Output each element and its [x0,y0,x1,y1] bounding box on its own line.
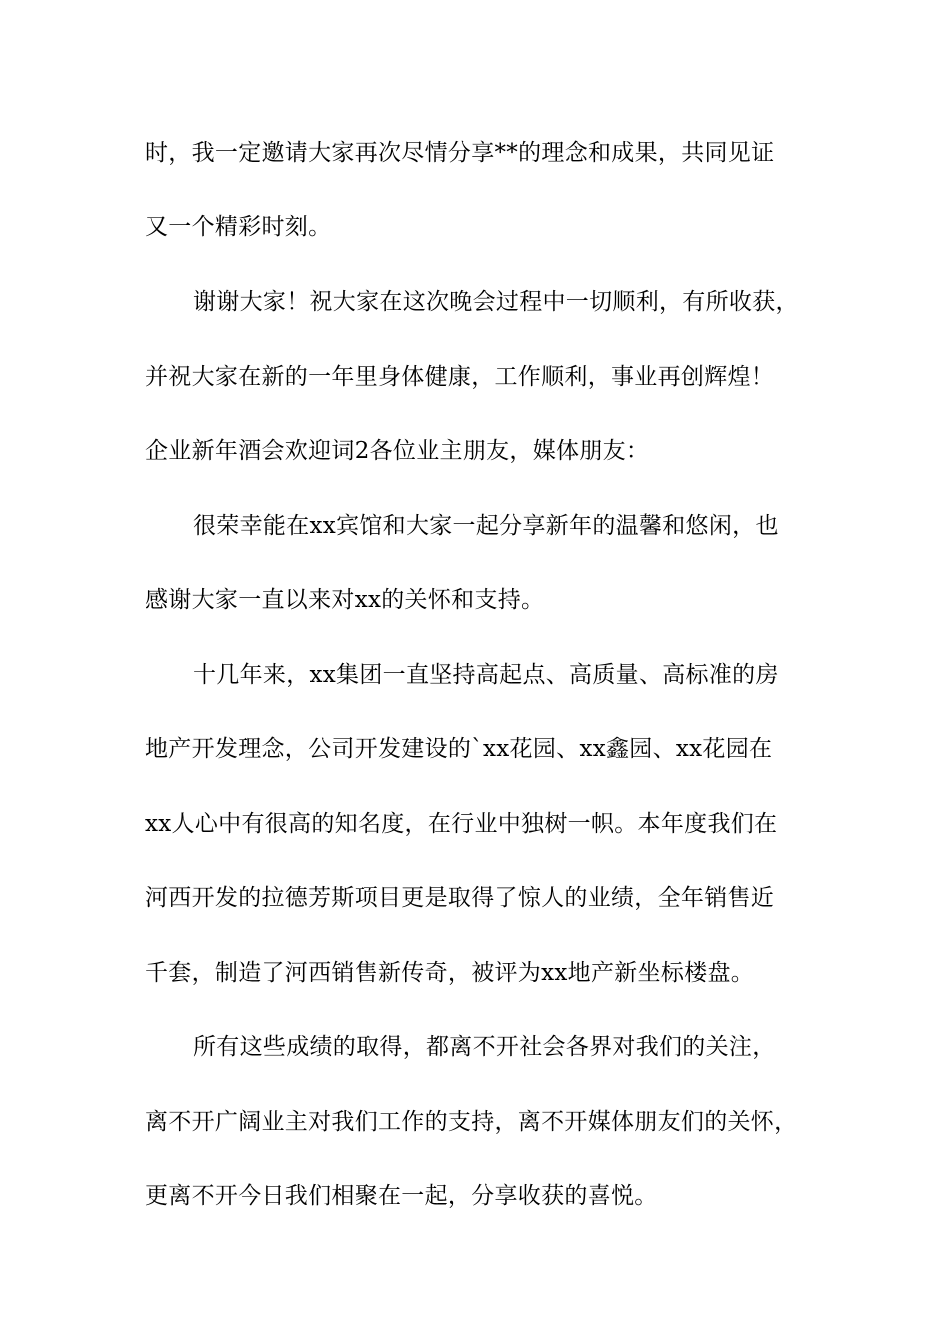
text-line: 企业新年酒会欢迎词2各位业主朋友，媒体朋友： [145,438,650,464]
text-line: 地产开发理念，公司开发建设的`xx花园、xx鑫园、xx花园在 [145,736,773,762]
text-line: 又一个精彩时刻。 [145,214,332,240]
text-line: 感谢大家一直以来对xx的关怀和支持。 [145,587,545,613]
text-line: 离不开广阔业主对我们工作的支持，离不开媒体朋友们的关怀， [145,1109,798,1135]
text-line: 时，我一定邀请大家再次尽情分享**的理念和成果，共同见证 [145,140,775,166]
text-line: 更离不开今日我们相聚在一起，分享收获的喜悦。 [145,1183,658,1209]
text-line: 很荣幸能在xx宾馆和大家一起分享新年的温馨和悠闲，也 [193,513,779,539]
text-line: 所有这些成绩的取得，都离不开社会各界对我们的关注， [193,1034,776,1060]
text-line: xx人心中有很高的知名度，在行业中独树一帜。本年度我们在 [145,811,778,837]
text-line: 十几年来，xx集团一直坚持高起点、高质量、高标准的房 [193,662,779,688]
text-line: 谢谢大家！祝大家在这次晚会过程中一切顺利，有所收获， [193,289,799,315]
text-line: 河西开发的拉德芳斯项目更是取得了惊人的业绩，全年销售近 [145,885,775,911]
text-line: 并祝大家在新的一年里身体健康，工作顺利，事业再创辉煌！ [145,364,775,390]
text-line: 千套，制造了河西销售新传奇，被评为xx地产新坐标楼盘。 [145,960,755,986]
